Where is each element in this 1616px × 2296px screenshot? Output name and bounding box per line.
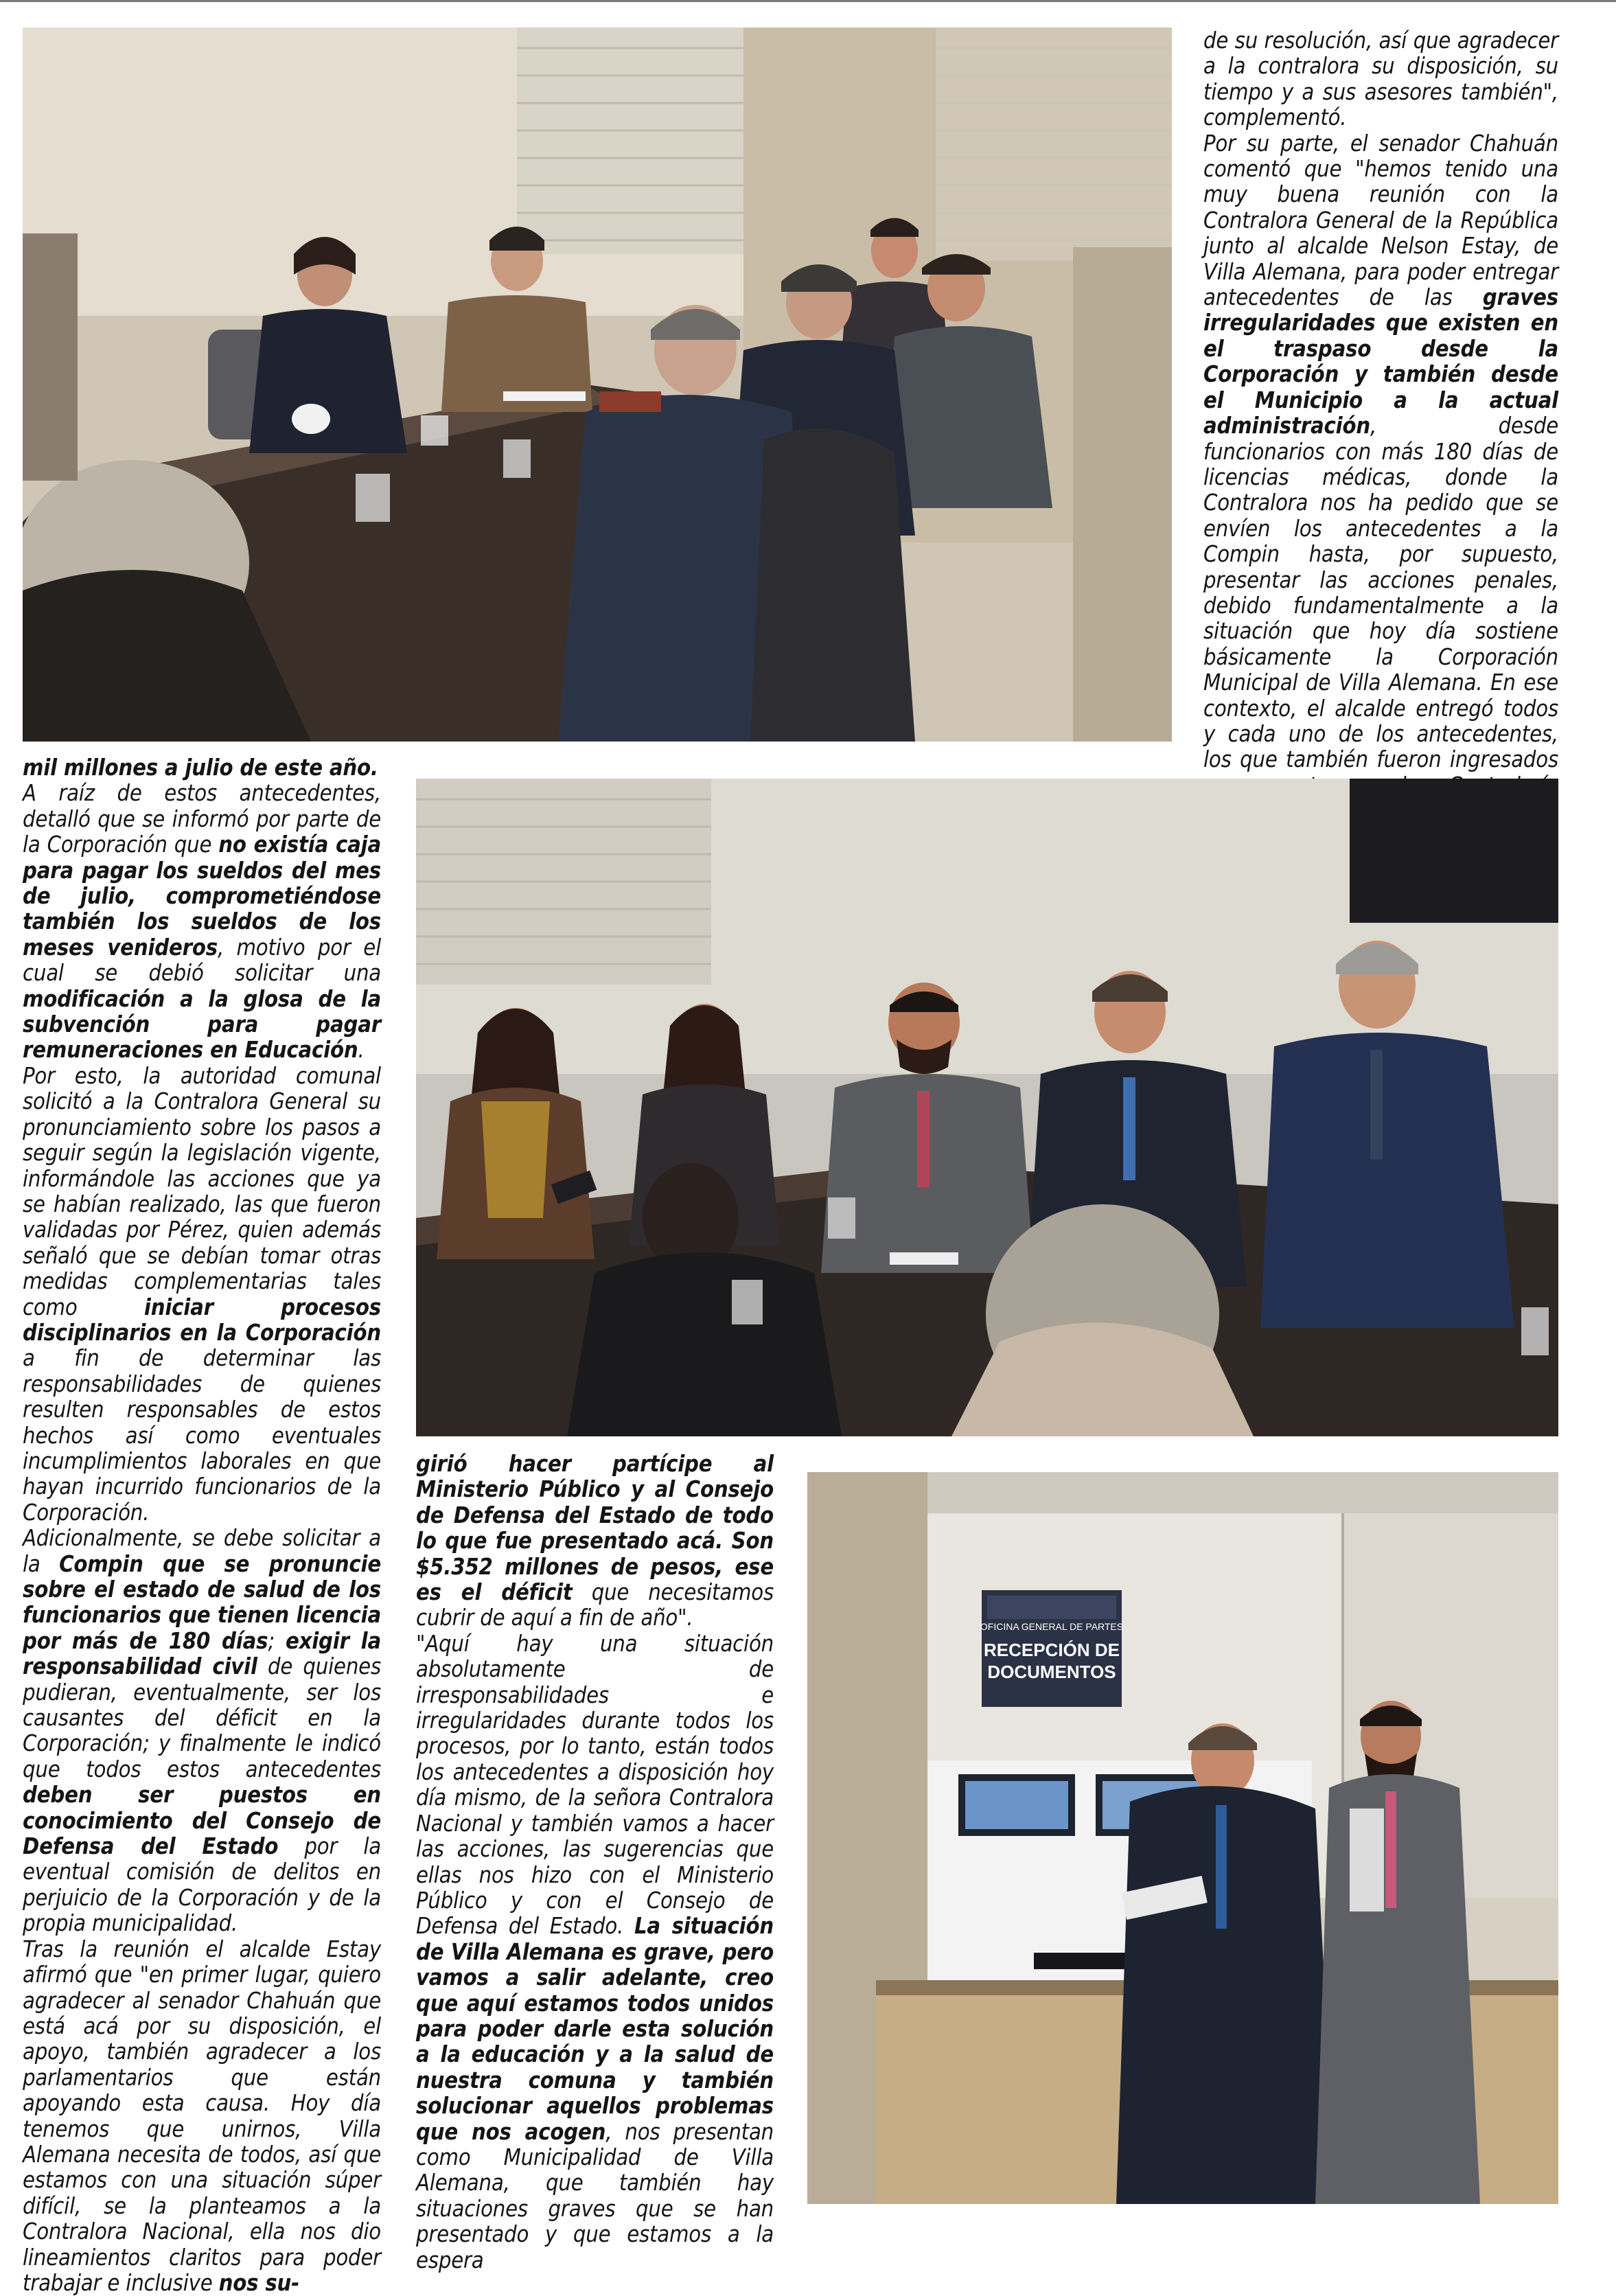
text-run: , desde funcionarios con más 180 días de licencias médicas, donde la Contralora nos ha pedido que se envíen los antecedentes a la Compin hasta, por supuesto, presentar las acciones penales, debido fundamentalmente a la situación que hoy día sostiene básicamente la Corporación Municipal de Villa Alemana. En ese contexto, el alcalde entregó todos y cada uno de los antecedentes, los que también fueron ingresados <box>1203 413 1558 773</box>
article-paragraph <box>416 1631 774 2273</box>
bold-text-run: nos su- <box>218 2269 300 2296</box>
text-run: . <box>358 1037 365 1064</box>
photo-meeting-2-image <box>416 779 1558 1436</box>
photo-reception-image <box>807 1472 1558 2204</box>
photo-reception <box>807 1472 1558 2204</box>
photo-meeting-1 <box>23 27 1172 742</box>
sign-line-1: OFICINA GENERAL DE PARTES <box>980 1621 1124 1632</box>
article-paragraph <box>23 1937 381 2296</box>
text-run: Por esto, la autoridad comunal solicitó a la Contralora General su pronunciamiento sobre los pasos a seguir según la legislación vigente, informándole las acciones que ya se habían realizado, las que fueron validadas por Pérez, quien además señaló que se debían tomar otras medidas complementarias tales como <box>23 1062 381 1320</box>
text-run: Por su parte, el senador Chahuán comentó que "hemos tenido una muy buena reunión con la Contralora General de la República junto al alcalde Nelson Estay, de Villa Alemana, para poder entregar antecedentes de las <box>1203 130 1558 311</box>
article-column-right-top <box>1203 28 1558 825</box>
bold-text-run: iniciar procesos disciplinarios en la Corporación <box>23 1294 381 1346</box>
text-run: , nos presentan como Municipalidad de Villa Alemana, que también hay situaciones graves que se han presentado y que estamos a la espera <box>416 2118 774 2273</box>
bold-text-run: La situación de Villa Alemana es grave, pero vamos a salir adelante, creo que aquí estamos todos unidos para poder darle esta solución a la educación y a la salud de nuestra comuna y también solucionar aquellos problemas que nos acogen <box>416 1913 774 2145</box>
article-paragraph <box>23 1064 381 1526</box>
bold-text-run: Compin que se pronuncie sobre el estado de salud de los funcionarios que tienen licencia por más de 180 días <box>23 1550 381 1654</box>
text-run: que necesitamos cubrir de aquí a fin de año". <box>416 1579 774 1631</box>
text-run: Adicionalmente, se debe solicitar a la <box>23 1525 381 1577</box>
photo-meeting-1-image <box>23 27 1172 742</box>
photo-meeting-2 <box>416 779 1558 1436</box>
article-column-left <box>23 755 381 2296</box>
text-run: , motivo por el cual se debió solicitar una <box>23 934 381 987</box>
article-paragraph <box>23 781 381 1063</box>
article-paragraph <box>416 1451 774 1631</box>
bold-text-run: deben ser puestos en conocimiento del Consejo de Defensa del Estado <box>23 1782 381 1860</box>
bold-text-run: mil millones a julio de este año. <box>23 755 378 781</box>
sign-line-3: DOCUMENTOS <box>987 1662 1116 1682</box>
sign-line-2: RECEPCIÓN DE <box>984 1640 1120 1660</box>
text-run: de su resolución, así que agradecer a la contralora su disposición, su tiempo y a sus asesores también", complementó. <box>1203 27 1558 131</box>
bold-text-run: graves irregularidades que existen en el traspaso desde la Corporación y también desde el Municipio a la actual administración <box>1203 284 1558 439</box>
text-run: por la eventual comisión de delitos en perjuicio de la Corporación y de la propia municipalidad. <box>23 1833 381 1937</box>
bold-text-run: girió hacer partícipe al Ministerio Público y al Consejo de Defensa del Estado de todo lo que fue presentado acá. Son $5.352 millones de pesos, ese es el déficit <box>416 1451 774 1606</box>
article-column-middle <box>416 1451 774 2273</box>
text-run: de quienes pudieran, eventualmente, ser los causantes del déficit en la Corporación; y finalmente le indicó que todos estos antecedentes <box>23 1653 381 1782</box>
bold-text-run: exigir la responsabilidad civil <box>23 1627 381 1680</box>
text-run: ; <box>268 1627 286 1654</box>
text-run: a fin de determinar las responsabilidades de quienes resulten responsables de estos hechos así como eventuales incumplimientos laborales en que hayan incurrido funcionarios de la Corporación. <box>23 1345 381 1526</box>
text-run: Tras la reunión el alcalde Estay afirmó que "en primer lugar, quiero agradecer al senador Chahuán que está acá por su disposición, el apoyo, también agradecer a los parlamentarios que están apoyando esta causa. Hoy día tenemos que unirnos, Villa Alemana necesita de todos, así que estamos con una situación súper difícil, se la planteamos a la Contralora Nacional, ella nos dio lineamientos claritos para poder trabajar e inclusive <box>23 1936 381 2296</box>
article-paragraph <box>23 755 381 781</box>
text-run: "Aquí hay una situación absolutamente de irresponsabilidades e irregularidades durante todos los procesos, por lo tanto, están todos los antecedentes a disposición hoy día mismo, de la señora Contralora Nacional y también vamos a hacer las acciones, las sugerencias que ellas nos hizo con el Ministerio Público y con el Consejo de Defensa del Estado. <box>416 1630 774 1940</box>
bold-text-run: modificación a la glosa de la subvención para pagar remuneraciones en Educación <box>23 985 381 1064</box>
article-paragraph <box>1203 131 1558 825</box>
text-run: A raíz de estos antecedentes, detalló que se informó por parte de la Corporación que <box>23 780 381 858</box>
article-paragraph <box>23 1526 381 1937</box>
bold-text-run: no existía caja para pagar los sueldos del mes de julio, comprometiéndose también los sueldos de los meses venideros <box>23 831 381 961</box>
top-rule <box>0 0 1616 2</box>
article-paragraph <box>1203 28 1558 131</box>
